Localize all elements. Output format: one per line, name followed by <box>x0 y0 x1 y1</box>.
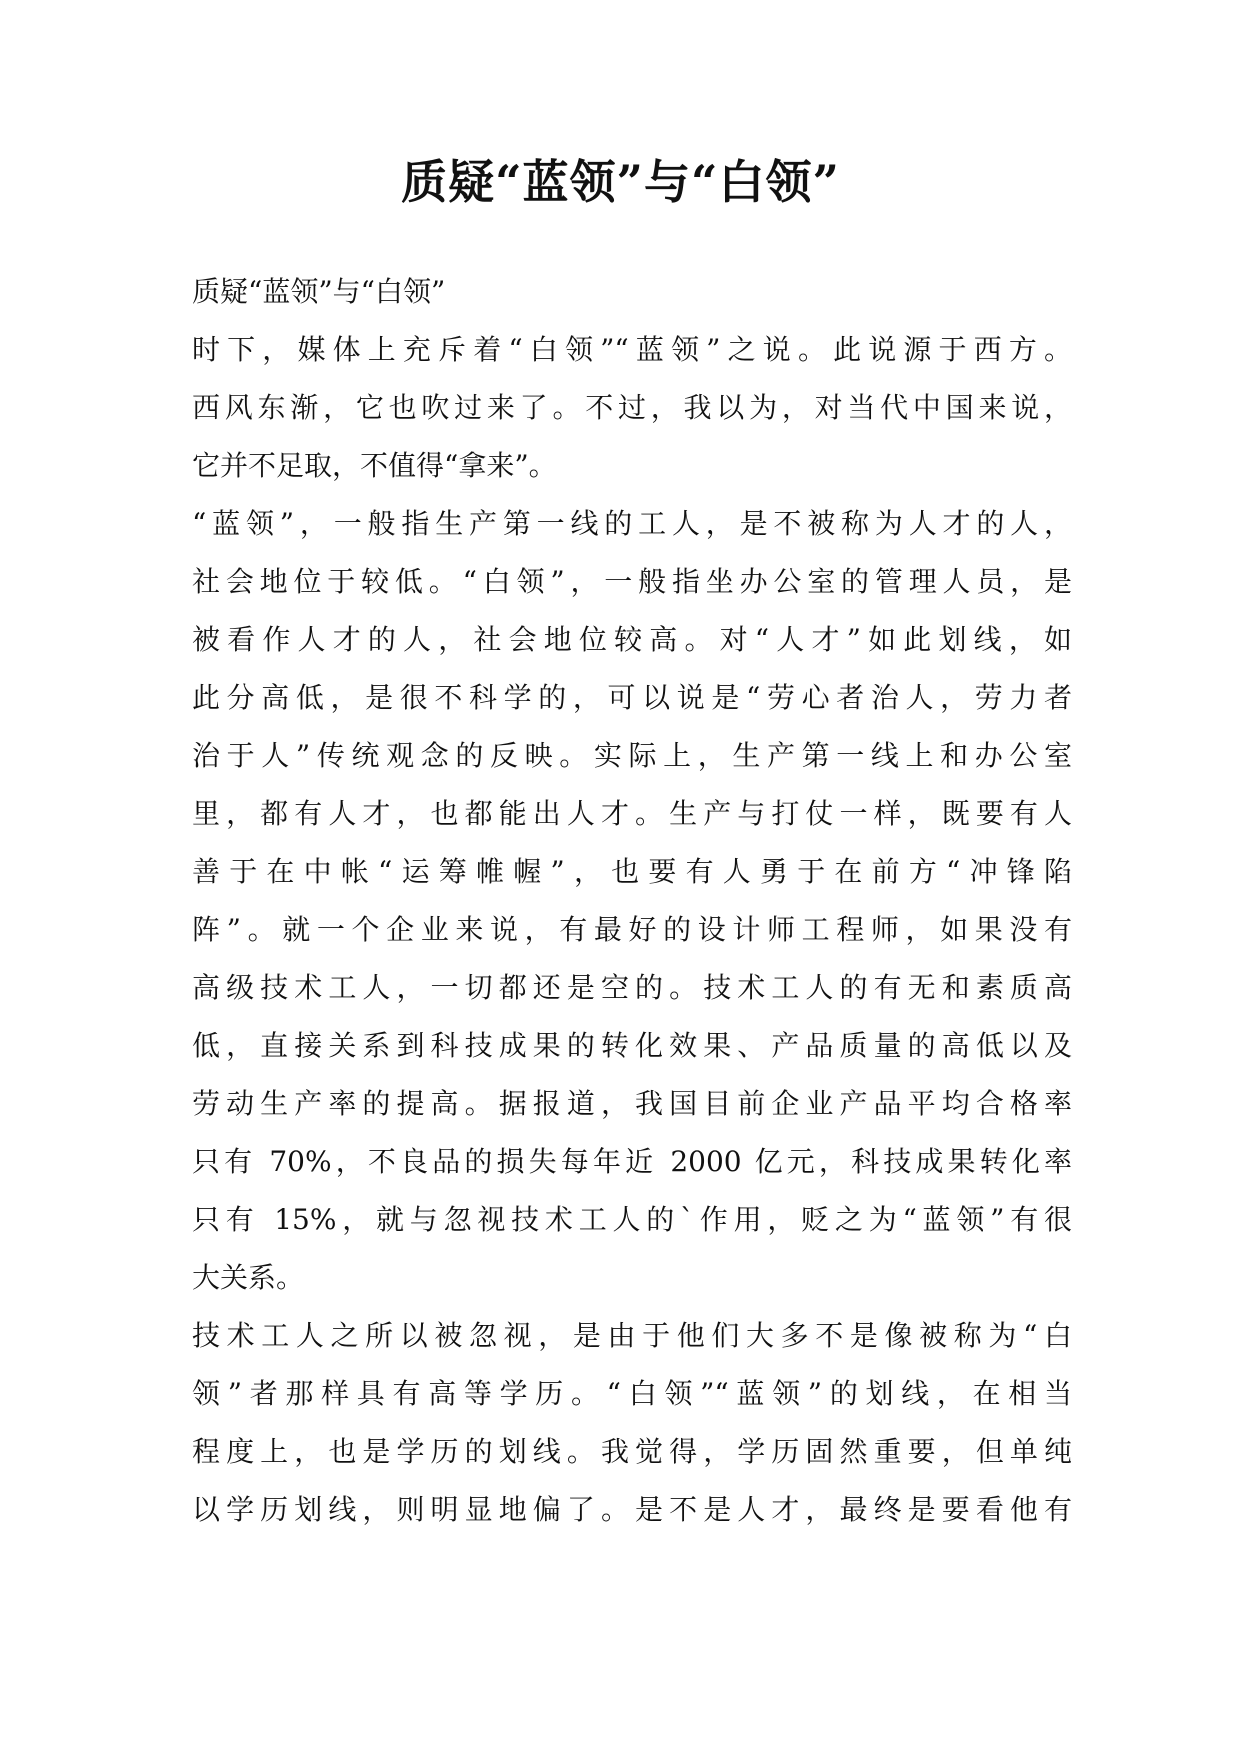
body-line: 西风东渐，它也吹过来了。不过，我以为，对当代中国来说， <box>192 391 1072 424</box>
body-line: “蓝领”，一般指生产第一线的工人，是不被称为人才的人， <box>192 507 1072 540</box>
body-line: 质疑“蓝领”与“白领” <box>192 275 446 308</box>
document-body <box>192 263 1072 1539</box>
body-line: 阵”。就一个企业来说，有最好的设计师工程师，如果没有 <box>192 913 1072 946</box>
body-line: 高级技术工人，一切都还是空的。技术工人的有无和素质高 <box>192 971 1072 1004</box>
body-line: 社会地位于较低。“白领”，一般指坐办公室的管理人员，是 <box>192 565 1072 598</box>
body-line: 程度上，也是学历的划线。我觉得，学历固然重要，但单纯 <box>192 1435 1072 1468</box>
document-title: 质疑“蓝领”与“白领” <box>401 155 840 209</box>
body-line: 善于在中帐“运筹帷幄”，也要有人勇于在前方“冲锋陷 <box>192 855 1072 888</box>
body-line: 低，直接关系到科技成果的转化效果、产品质量的高低以及 <box>192 1029 1072 1062</box>
body-line: 只有 70%，不良品的损失每年近 2000 亿元，科技成果转化率 <box>192 1145 1072 1178</box>
body-line: 它并不足取，不值得“拿来”。 <box>192 449 557 482</box>
body-line: 里，都有人才，也都能出人才。生产与打仗一样，既要有人 <box>192 797 1072 830</box>
body-line: 被看作人才的人，社会地位较高。对“人才”如此划线，如 <box>192 623 1072 656</box>
body-line: 只有 15%，就与忽视技术工人的`作用，贬之为“蓝领”有很 <box>192 1203 1072 1236</box>
body-line: 劳动生产率的提高。据报道，我国目前企业产品平均合格率 <box>192 1087 1072 1120</box>
body-line: 领”者那样具有高等学历。“白领”“蓝领”的划线，在相当 <box>192 1377 1072 1410</box>
body-line: 以学历划线，则明显地偏了。是不是人才，最终是要看他有 <box>192 1493 1072 1526</box>
body-line: 技术工人之所以被忽视，是由于他们大多不是像被称为“白 <box>192 1319 1072 1352</box>
body-line: 时下，媒体上充斥着“白领”“蓝领”之说。此说源于西方。 <box>192 333 1072 366</box>
body-line: 此分高低，是很不科学的，可以说是“劳心者治人，劳力者 <box>192 681 1072 714</box>
body-line: 治于人”传统观念的反映。实际上，生产第一线上和办公室 <box>192 739 1072 772</box>
body-line: 大关系。 <box>192 1261 305 1294</box>
